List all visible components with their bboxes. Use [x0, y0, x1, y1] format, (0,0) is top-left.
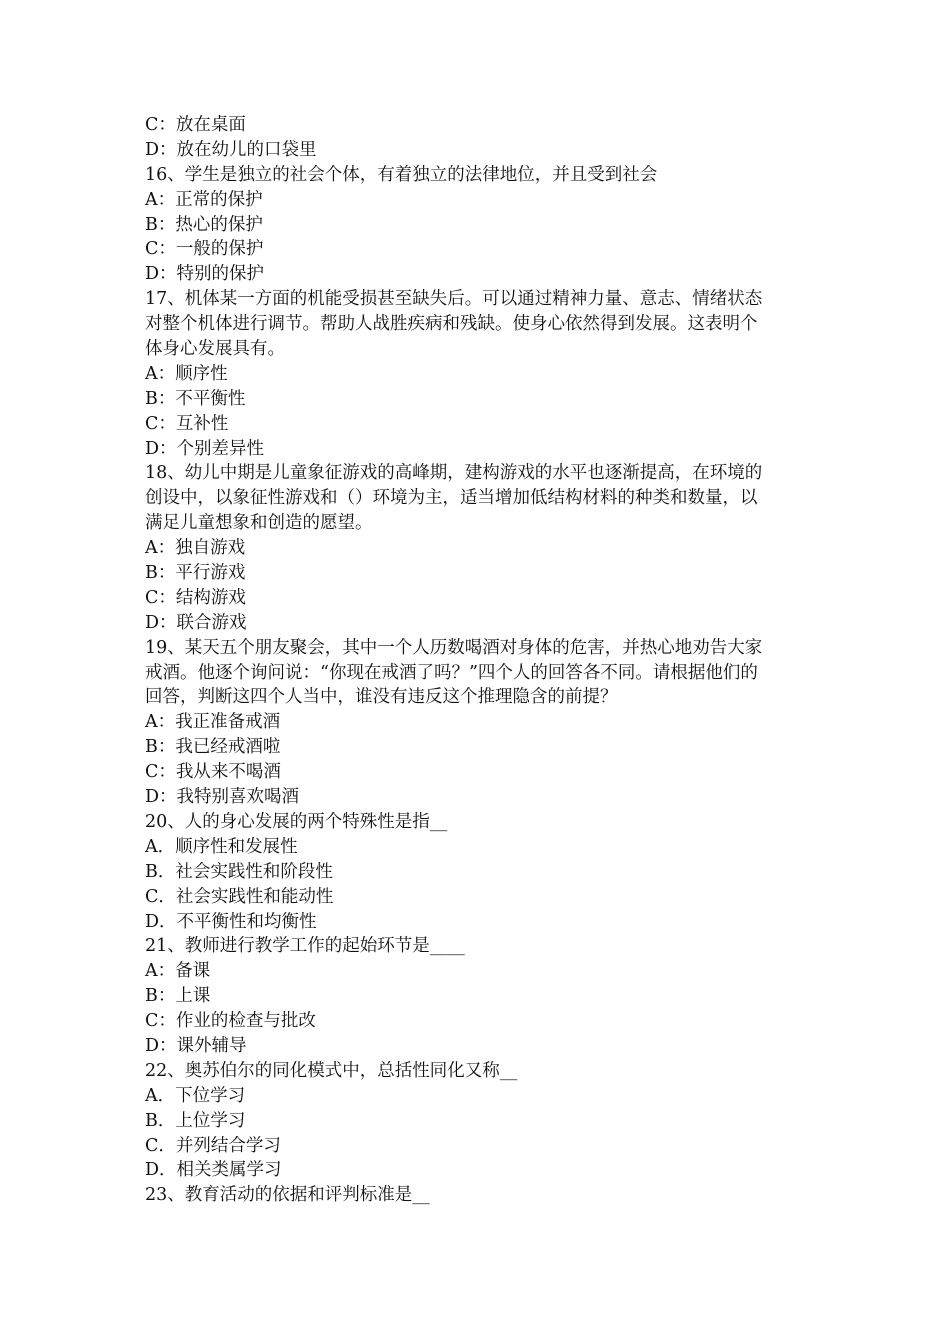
option-line: B：我已经戒酒啦 [145, 737, 281, 758]
question-21-text: 21、教师进行教学工作的起始环节是____ [145, 936, 465, 957]
exam-text-body [145, 113, 810, 1208]
option-line: C：放在桌面 [145, 115, 246, 135]
question-19-text: 回答，判断这四个人当中，谁没有违反这个推理隐含的前提？ [145, 687, 618, 708]
option-line: D：联合游戏 [145, 612, 247, 633]
question-18-text: 创设中，以象征性游戏和（）环境为主，适当增加低结构材料的种类和数量，以 [145, 488, 758, 509]
option-line: A：顺序性 [145, 363, 228, 384]
option-line: C：结构游戏 [145, 587, 246, 608]
option-line: D：我特别喜欢喝酒 [145, 787, 300, 808]
question-19-text: 19、某天五个朋友聚会，其中一个人历数喝酒对身体的危害，并热心地劝告大家 [145, 637, 763, 658]
question-23-text: 23、教育活动的依据和评判标准是__ [145, 1185, 430, 1206]
option-line: D：课外辅导 [145, 1035, 247, 1056]
question-19-text: 戒酒。他逐个询问说：“你现在戒酒了吗？”四个人的回答各不同。请根据他们的 [145, 662, 758, 683]
question-16-text: 16、学生是独立的社会个体，有着独立的法律地位，并且受到社会 [145, 164, 658, 185]
option-line: B：不平衡性 [145, 388, 246, 409]
option-line: D：放在幼儿的口袋里 [145, 139, 317, 160]
option-line: C：作业的检查与批改 [145, 1011, 316, 1032]
option-line: A．顺序性和发展性 [145, 836, 298, 857]
question-18-text: 满足儿童想象和创造的愿望。 [145, 513, 373, 534]
option-line: D：特别的保护 [145, 264, 265, 285]
question-17-text: 对整个机体进行调节。帮助人战胜疾病和残缺。使身心依然得到发展。这表明个 [145, 314, 758, 335]
option-line: C：一般的保护 [145, 239, 264, 260]
option-line: B：上课 [145, 986, 211, 1007]
option-line: B．社会实践性和阶段性 [145, 861, 333, 882]
option-line: D：个别差异性 [145, 438, 265, 459]
option-line: B．上位学习 [145, 1110, 246, 1131]
option-line: A：备课 [145, 961, 211, 982]
question-22-text: 22、奥苏伯尔的同化模式中，总括性同化又称__ [145, 1060, 518, 1081]
option-line: C：互补性 [145, 413, 229, 434]
option-line: D．不平衡性和均衡性 [145, 911, 317, 932]
question-17-text: 体身心发展具有。 [145, 339, 285, 360]
question-18-text: 18、幼儿中期是儿童象征游戏的高峰期，建构游戏的水平也逐渐提高，在环境的 [145, 463, 763, 484]
option-line: A：我正准备戒酒 [145, 712, 281, 733]
option-line: B：热心的保护 [145, 214, 263, 235]
option-line: B：平行游戏 [145, 563, 246, 584]
option-line: C．社会实践性和能动性 [145, 886, 334, 907]
question-20-text: 20、人的身心发展的两个特殊性是指__ [145, 811, 448, 832]
option-line: A：独自游戏 [145, 538, 246, 559]
option-line: A：正常的保护 [145, 189, 263, 210]
option-line: A．下位学习 [145, 1085, 246, 1106]
question-17-text: 17、机体某一方面的机能受损甚至缺失后。可以通过精神力量、意志、情绪状态 [145, 289, 763, 310]
option-line: D．相关类属学习 [145, 1160, 282, 1181]
option-line: C．并列结合学习 [145, 1135, 281, 1156]
option-line: C：我从来不喝酒 [145, 762, 281, 783]
